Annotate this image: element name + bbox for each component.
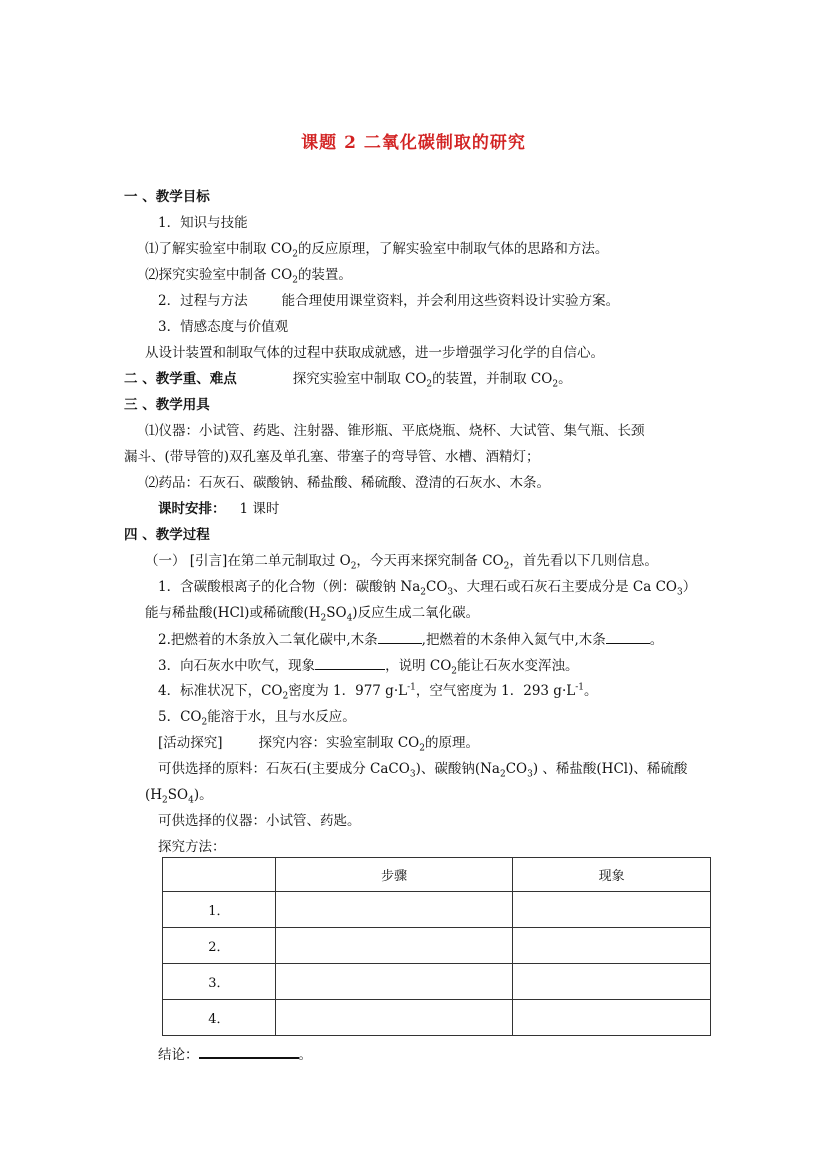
table-row bbox=[163, 964, 711, 1000]
goal-item: 从设计装置和制取气体的过程中获取成就感，进一步增强学习化学的自信心。 bbox=[145, 345, 604, 361]
table-cell bbox=[513, 964, 711, 1000]
table-header-cell: 现象 bbox=[513, 858, 711, 892]
table-cell bbox=[275, 1000, 513, 1036]
instruments-line: 可供选择的仪器：小试管、药匙。 bbox=[158, 813, 361, 829]
conclusion-line: 结论： 。 bbox=[158, 1044, 312, 1064]
subheading-knowledge: 1．知识与技能 bbox=[158, 215, 248, 231]
info-item: 1．含碳酸根离子的化合物（例：碳酸钠 $Na_2CO_3$、大理石或石灰石主要成分是 Ca $CO_3$） bbox=[158, 579, 697, 598]
table-header-cell: 步骤 bbox=[275, 858, 513, 892]
document-title: 课题 2 二氧化碳制取的研究 bbox=[301, 133, 526, 153]
table-row bbox=[163, 928, 711, 964]
info-item: 5．$CO_2$能溶于水，且与水反应。 bbox=[158, 709, 356, 728]
table-row bbox=[163, 892, 711, 928]
table-row-number: 4． bbox=[163, 1000, 276, 1036]
tools-line: 漏斗、(带导管的)双孔塞及单孔塞、带塞子的弯导管、水槽、酒精灯； bbox=[124, 449, 540, 465]
answer-blank bbox=[315, 656, 385, 670]
goal-item: ⑴了解实验室中制取 $CO_2$的反应原理，了解实验室中制取气体的思路和方法。 bbox=[145, 241, 609, 260]
materials-line: $(H_2SO_4)$。 bbox=[145, 787, 213, 806]
section-heading-keypoints: 二 、教学重、难点 探究实验室中制取 $CO_2$的装置，并制取 $CO_2$。 bbox=[124, 371, 572, 390]
answer-blank bbox=[199, 1044, 299, 1059]
method-label: 探究方法： bbox=[158, 839, 226, 855]
subheading-attitude: 3．情感态度与价值观 bbox=[158, 319, 289, 335]
table-cell bbox=[275, 964, 513, 1000]
tools-line: ⑵药品：石灰石、碳酸钠、稀盐酸、稀硫酸、澄清的石灰水、木条。 bbox=[145, 475, 550, 491]
table-header-row bbox=[163, 858, 711, 892]
table-header-cell bbox=[163, 858, 276, 892]
section-heading-process: 四 、教学过程 bbox=[124, 527, 210, 543]
section-heading-goals: 一 、教学目标 bbox=[124, 189, 210, 205]
materials-line: 可供选择的原料：石灰石(主要成分 CaCO$_3$)、碳酸钠$(Na_2CO_3)$ 、稀盐酸(HCl)、稀硫酸 bbox=[158, 761, 688, 780]
info-item: 能与稀盐酸(HCl)或稀硫酸$(H_2SO_4)$反应生成二氧化碳。 bbox=[145, 605, 480, 624]
tools-line: ⑴仪器：小试管、药匙、注射器、锥形瓶、平底烧瓶、烧杯、大试管、集气瓶、长颈 bbox=[145, 423, 645, 439]
table-cell bbox=[275, 892, 513, 928]
method-table bbox=[162, 857, 711, 1036]
table-row bbox=[163, 1000, 711, 1036]
table-row-number: 2． bbox=[163, 928, 276, 964]
table-cell bbox=[513, 1000, 711, 1036]
intro-line: （一） [引言]在第二单元制取过 $O_2$，今天再来探究制备 $CO_2$，首先看以下几则信息。 bbox=[145, 553, 658, 572]
info-item: 4．标准状况下，$CO_2$密度为 1．977 $g\cdot L^{-1}$，空气密度为 1．293 $g\cdot L^{-1}$。 bbox=[158, 682, 598, 702]
info-item: 3．向石灰水中吹气，现象 ，说明 $CO_2$能让石灰水变浑浊。 bbox=[158, 658, 579, 677]
table-row-number: 3． bbox=[163, 964, 276, 1000]
subheading-process: 2．过程与方法 能合理使用课堂资料，并会利用这些资料设计实验方案。 bbox=[158, 293, 620, 309]
activity-line: [活动探究] 探究内容：实验室制取 $CO_2$的原理。 bbox=[158, 735, 479, 754]
lesson-time: 课时安排： 1 课时 bbox=[158, 501, 280, 517]
answer-blank bbox=[378, 630, 422, 644]
table-cell bbox=[275, 928, 513, 964]
table-cell bbox=[513, 928, 711, 964]
answer-blank bbox=[606, 630, 650, 644]
section-heading-tools: 三 、教学用具 bbox=[124, 397, 210, 413]
table-row-number: 1． bbox=[163, 892, 276, 928]
info-item: 2.把燃着的木条放入二氧化碳中,木条 ,把燃着的木条伸入氮气中,木条 。 bbox=[158, 632, 664, 648]
goal-item: ⑵探究实验室中制备 $CO_2$的装置。 bbox=[145, 267, 352, 286]
table-cell bbox=[513, 892, 711, 928]
